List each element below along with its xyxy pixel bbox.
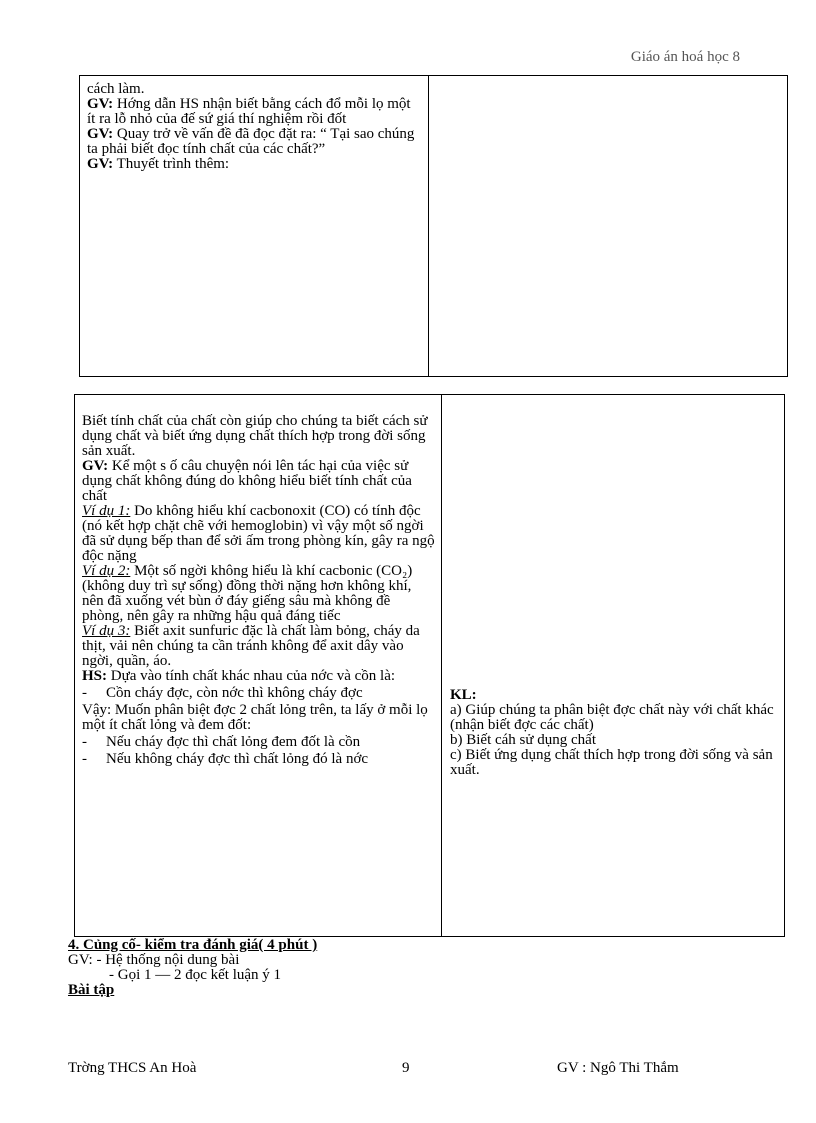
kl-item-b: b) Biết cáh sử dụng chất [450,732,597,748]
lesson-table-1 [79,75,788,377]
exercise-heading: Bài tập [68,982,115,998]
gv-instruction: GV: Kể một s ố câu chuyện nói lên tác hại của việc sử dụng chất không đúng do không hiểu biết tính chất của chất [82,458,412,504]
bullet-item: - Cồn cháy đợc, còn nớc thì không cháy đợc [82,685,363,701]
footer-school: Trờng THCS An Hoà [68,1060,197,1076]
intro-text: Biết tính chất của chất còn giúp cho chúng ta biết cách sử dụng chất và biết ứng dụng chất thích hợp trong đời sống sản xuất. [82,413,428,459]
hs-activity: HS: Dựa vào tính chất khác nhau của nớc và cồn là: [82,668,396,684]
footer-page-number: 9 [402,1060,410,1076]
bullet-item: - Nếu không cháy đợc thì chất lỏng đó là nớc [82,751,369,767]
lesson-table-2 [74,394,785,937]
gv-instruction: GV: Quay trở về vấn đề đã đọc đặt ra: “ Tại sao chúng ta phải biết đọc tính chất của các chất?” [87,126,415,157]
kl-item-c: c) Biết ứng dụng chất thích hợp trong đời sống và sản xuất. [450,747,773,778]
section-4 [68,938,768,998]
section-line: GV: - Hệ thống nội dung bài [68,952,240,968]
table1-left-cell [80,76,429,376]
example-2: Ví dụ 2: Một số ngời không hiểu là khí cacbonic (CO₂) (không duy trì sự sống) đồng thời nặng hơn không khí, nên đã xuống vét bùn ở đáy giếng sâu mà không đề phòng, nên gây ra những hậu quả đáng tiếc [82,563,413,624]
example-1: Ví dụ 1: Do không hiểu khí cacbonoxit (CO) có tính độc (nó kết hợp chặt chẽ với hemoglobin) vì vậy một số ngời đã sử dụng bếp than để sởi ấm trong phòng kín, gây ra ngộ độc nặng [82,503,435,564]
example-3: Ví dụ 3: Biết axit sunfuric đặc là chất làm bỏng, cháy da thịt, vải nên chúng ta cần tránh không để axit dây vào ngời, quần, áo. [82,623,420,669]
kl-label: KL: [450,687,477,703]
footer-teacher: GV : Ngô Thi Thắm [557,1060,679,1076]
gv-instruction: GV: Hớng dẫn HS nhận biết bằng cách đổ mỗi lọ một ít ra lỗ nhỏ của đế sứ giá thí nghiệm rồi đốt [87,96,411,127]
section-line: - Gọi 1 — 2 đọc kết luận ý 1 [109,967,282,983]
section-title: 4. Củng cố- kiểm tra đánh giá( 4 phút ) [68,937,318,953]
kl-item-a: a) Giúp chúng ta phân biệt đợc chất này với chất khác (nhận biết đợc các chất) [450,702,774,733]
page-header: Giáo án hoá học 8 [630,49,740,65]
line: cách làm. [87,81,145,97]
gv-instruction: GV: Thuyết trình thêm: [87,156,230,172]
table2-left-cell [75,395,442,936]
bullet-item: - Nếu cháy đợc thì chất lỏng đem đốt là cồn [82,734,361,750]
table1-right-cell [429,76,787,376]
conclusion-text: Vậy: Muốn phân biệt đợc 2 chất lỏng trên, ta lấy ở mỗi lọ một ít chất lỏng và đem đốt: [82,702,428,733]
table2-right-cell [442,395,784,936]
